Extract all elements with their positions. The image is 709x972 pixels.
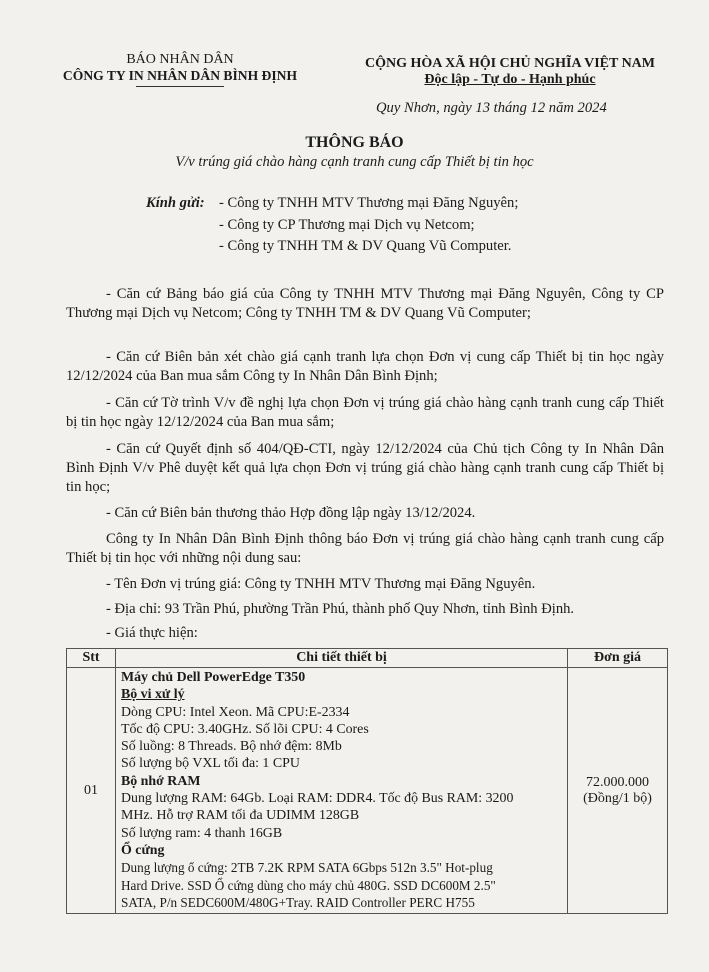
recipients-label: Kính gửi:: [146, 195, 205, 211]
paragraph: Công ty In Nhân Dân Bình Định thông báo Đơn vị trúng giá chào hàng cạnh tranh cung cấp Thiết bị tin học với những nội dung sau:: [66, 531, 664, 567]
recipient-item: - Công ty TNHH TM & DV Quang Vũ Computer.: [219, 238, 512, 254]
recipients-block: [146, 193, 205, 215]
unit-price: 72.000.000: [586, 774, 649, 790]
spec-heading: Ổ cứng: [121, 842, 165, 858]
col-header-stt: Stt: [67, 649, 116, 668]
paragraph: - Căn cứ Bảng báo giá của Công ty TNHH MTV Thương mại Đăng Nguyên, Công ty CP Thương mại Dịch vụ Netcom; Công ty TNHH TM & DV Quang Vũ Computer;: [66, 286, 664, 322]
header-left-underline: [136, 86, 224, 87]
national-title: CỘNG HÒA XÃ HỘI CHỦ NGHĨA VIỆT NAM: [364, 56, 655, 71]
spec-line: Hard Drive. SSD Ổ cứng dùng cho máy chủ 480G. SSD DC600M 2.5": [121, 877, 496, 893]
national-motto: Độc lập - Tự do - Hạnh phúc: [424, 72, 596, 87]
spec-line: Dòng CPU: Intel Xeon. Mã CPU:E-2334: [121, 704, 350, 720]
table-row: [67, 668, 668, 914]
device-name: Máy chủ Dell PowerEdge T350: [121, 670, 306, 685]
issue-date: Quy Nhơn, ngày 13 tháng 12 năm 2024: [376, 100, 607, 116]
recipients-list: [219, 193, 518, 258]
document-title: THÔNG BÁO: [305, 134, 404, 151]
row-stt: 01: [67, 668, 116, 914]
price-table: [66, 648, 668, 914]
company-name: CÔNG TY IN NHÂN DÂN BÌNH ĐỊNH: [62, 68, 298, 83]
row-detail: [116, 668, 568, 914]
paragraph: - Căn cứ Quyết định số 404/QĐ-CTI, ngày 12/12/2024 của Chủ tịch Công ty In Nhân Dân Bình Định V/v Phê duyệt kết quả lựa chọn Đơn vị trúng giá chào hàng cạnh tranh cung cấp Thiết bị tin học;: [66, 441, 664, 496]
spec-line: Dung lượng RAM: 64Gb. Loại RAM: DDR4. Tốc độ Bus RAM: 3200: [121, 791, 514, 807]
col-header-price: Đơn giá: [568, 649, 668, 668]
winner-address: - Địa chỉ: 93 Trần Phú, phường Trần Phú, thành phố Quy Nhơn, tỉnh Bình Định.: [106, 601, 575, 617]
row-price: [568, 668, 668, 914]
recipient-item: - Công ty TNHH MTV Thương mại Đăng Nguyên;: [219, 195, 519, 211]
spec-line: Dung lượng ổ cứng: 2TB 7.2K RPM SATA 6Gbps 512n 3.5" Hot-plug: [121, 860, 493, 876]
spec-line: SATA, P/n SEDC600M/480G+Tray. RAID Controller PERC H755: [121, 894, 475, 910]
spec-line: MHz. Hỗ trợ RAM tối đa UDIMM 128GB: [121, 808, 360, 824]
newspaper-name: BÁO NHÂN DÂN: [126, 52, 234, 67]
spec-line: Tốc độ CPU: 3.40GHz. Số lõi CPU: 4 Cores: [121, 721, 369, 737]
header-right: [350, 56, 670, 88]
unit-price-note: (Đồng/1 bộ): [583, 790, 652, 806]
spec-heading: Bộ vi xử lý: [121, 687, 185, 703]
col-header-detail: Chi tiết thiết bị: [116, 649, 568, 668]
paragraph: - Căn cứ Tờ trình V/v đề nghị lựa chọn Đơn vị trúng giá chào hàng cạnh tranh cung cấp Thiết bị tin học ngày 12/12/2024 của Ban mua sắm;: [66, 395, 664, 431]
spec-line: Số luồng: 8 Threads. Bộ nhớ đệm: 8Mb: [121, 739, 342, 755]
spec-line: Số lượng bộ VXL tối đa: 1 CPU: [121, 756, 300, 772]
winner-name: - Tên Đơn vị trúng giá: Công ty TNHH MTV Thương mại Đăng Nguyên.: [106, 576, 536, 592]
header-left: [60, 52, 300, 87]
paragraph: - Căn cứ Biên bản thương thảo Hợp đồng lập ngày 13/12/2024.: [106, 505, 476, 521]
table-header-row: [67, 649, 668, 668]
recipient-item: - Công ty CP Thương mại Dịch vụ Netcom;: [219, 216, 475, 233]
paragraph: - Căn cứ Biên bản xét chào giá cạnh tranh lựa chọn Đơn vị cung cấp Thiết bị tin học ngày 12/12/2024 của Ban mua sắm Công ty In Nhân Dân Bình Định;: [66, 349, 664, 385]
document-subject: V/v trúng giá chào hàng cạnh tranh cung cấp Thiết bị tin học: [175, 154, 534, 170]
price-label: - Giá thực hiện:: [106, 625, 198, 641]
spec-line: Số lượng ram: 4 thanh 16GB: [121, 825, 283, 841]
spec-heading: Bộ nhớ RAM: [121, 773, 201, 789]
